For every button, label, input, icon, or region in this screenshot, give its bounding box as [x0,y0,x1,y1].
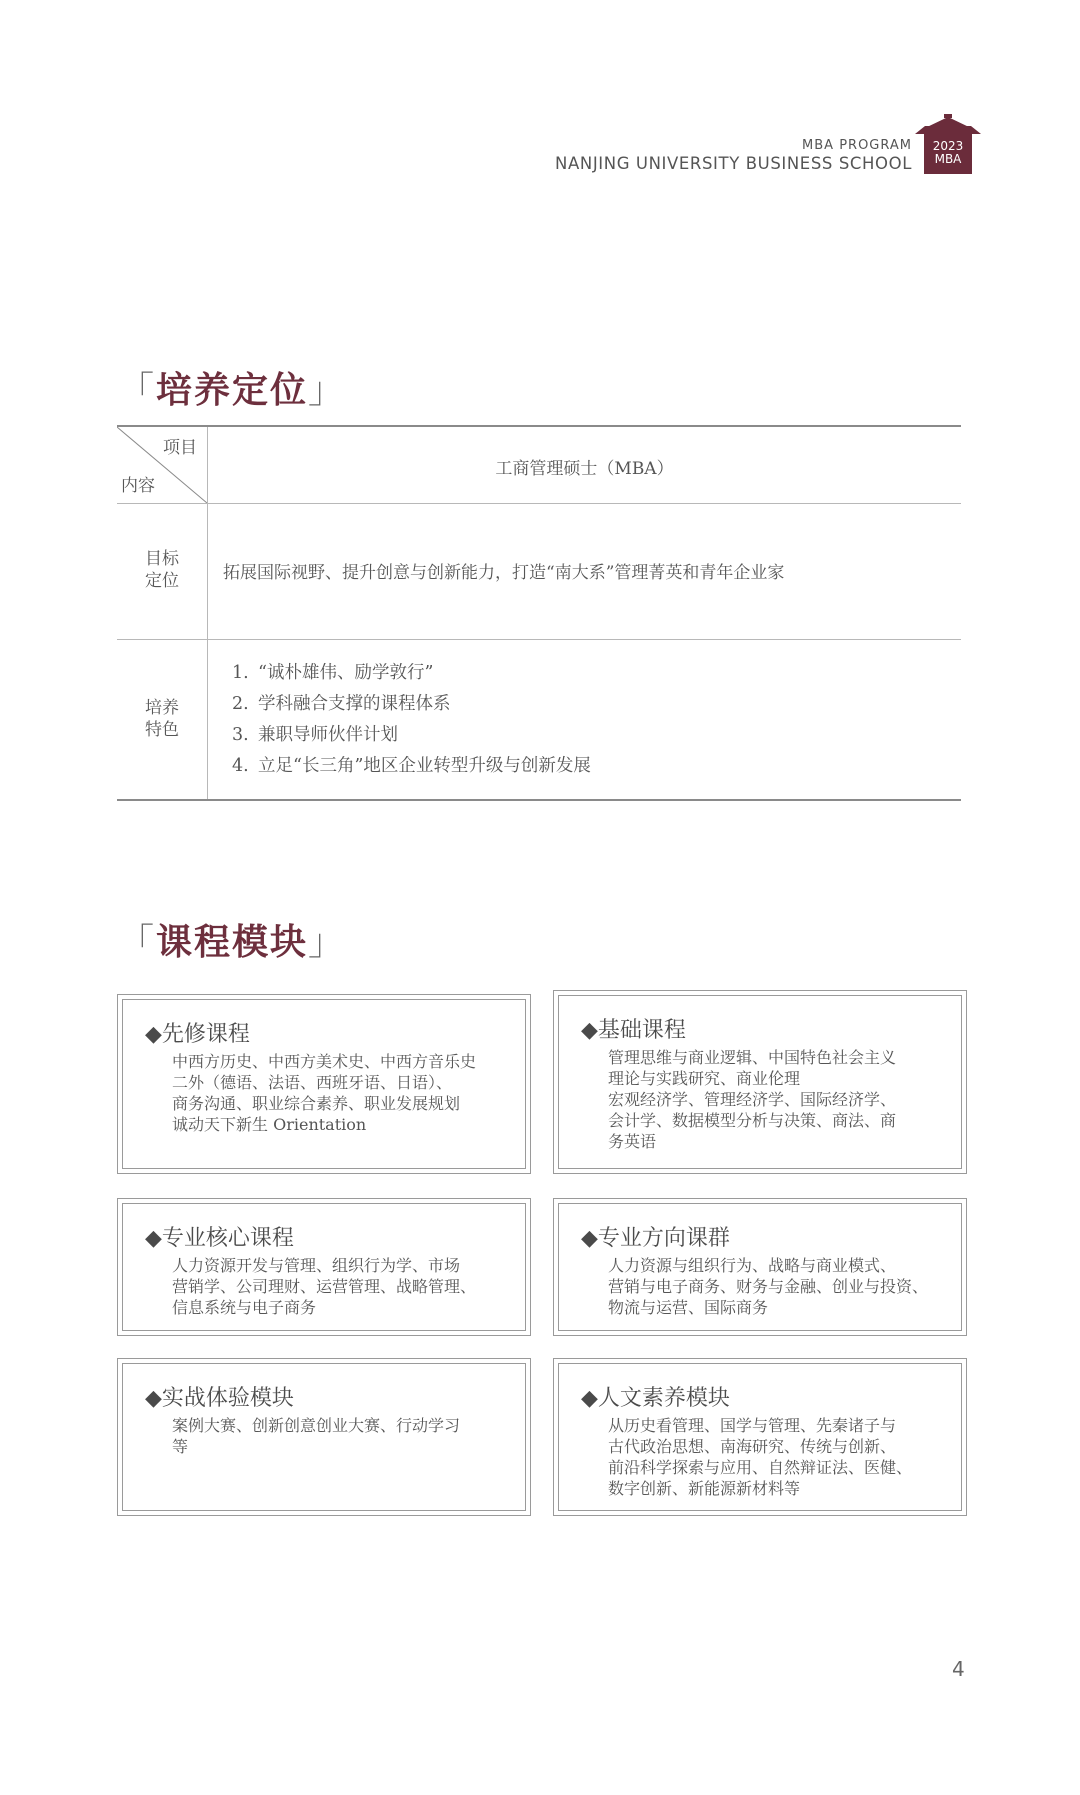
positioning-title: 「培养定位」 [118,369,347,411]
module-box-specialization [553,1198,967,1336]
logo-mba: MBA [934,152,962,166]
list-item: 3. 兼职导师伙伴计划 [232,725,398,745]
list-item: 1. “诚朴雄伟、励学敦行” [232,663,434,683]
feature-label: 培养 特色 [145,698,179,740]
module-title: ◆人文素养模块 [581,1386,730,1411]
table-row-divider [117,639,961,640]
program-name: 工商管理硕士（MBA） [495,459,674,479]
module-box-prerequisite [117,994,531,1174]
module-title: ◆先修课程 [145,1022,250,1047]
module-body: 案例大赛、创新创意创业大赛、行动学习 等 [172,1416,461,1456]
header-item: 项目 [163,438,197,458]
module-box-core [117,1198,531,1336]
goal-label: 目标 定位 [145,549,179,591]
table-column-divider [207,427,208,799]
module-body: 中西方历史、中西方美术史、中西方音乐史 二外（德语、法语、西班牙语、日语）、 商务沟通、职业综合素养、职业发展规划 诚动天下新生 Orientation [172,1052,477,1134]
goal-text: 拓展国际视野、提升创意与创新能力，打造“南大系”管理菁英和青年企业家 [223,563,785,583]
brand-block [555,138,912,174]
table-row-divider [117,503,961,504]
module-title: ◆专业核心课程 [145,1226,294,1251]
logo-year: 2023 [932,139,964,153]
list-item: 2. 学科融合支撑的课程体系 [232,694,451,714]
module-body: 管理思维与商业逻辑、中国特色社会主义 理论与实践研究、商业伦理 宏观经济学、管理经济学、国际经济学、 会计学、数据模型分析与决策、商法、商 务英语 [608,1048,897,1151]
module-title: ◆实战体验模块 [145,1386,294,1411]
module-box-practice [117,1358,531,1516]
module-box-foundation [553,990,967,1174]
school-name: NANJING UNIVERSITY BUSINESS SCHOOL [555,154,912,173]
module-body: 人力资源开发与管理、组织行为学、市场 营销学、公司理财、运营管理、战略管理、 信息系统与电子商务 [172,1256,477,1317]
module-body: 人力资源与组织行为、战略与商业模式、 营销与电子商务、财务与金融、创业与投资、 物流与运营、国际商务 [608,1256,929,1317]
list-item: 4. 立足“长三角”地区企业转型升级与创新发展 [232,756,591,776]
positioning-table [117,425,961,801]
module-box-humanities [553,1358,967,1516]
module-title: ◆专业方向课群 [581,1226,730,1251]
module-body: 从历史看管理、国学与管理、先秦诸子与 古代政治思想、南海研究、传统与创新、 前沿科学探索与应用、自然辩证法、医健、 数字创新、新能源新材料等 [608,1416,913,1498]
modules-title: 「课程模块」 [118,921,347,963]
page-number: 4 [952,1657,965,1681]
feature-list [232,658,591,782]
header-content: 内容 [121,476,155,496]
program-label: MBA PROGRAM [802,138,912,153]
module-title: ◆基础课程 [581,1018,686,1043]
